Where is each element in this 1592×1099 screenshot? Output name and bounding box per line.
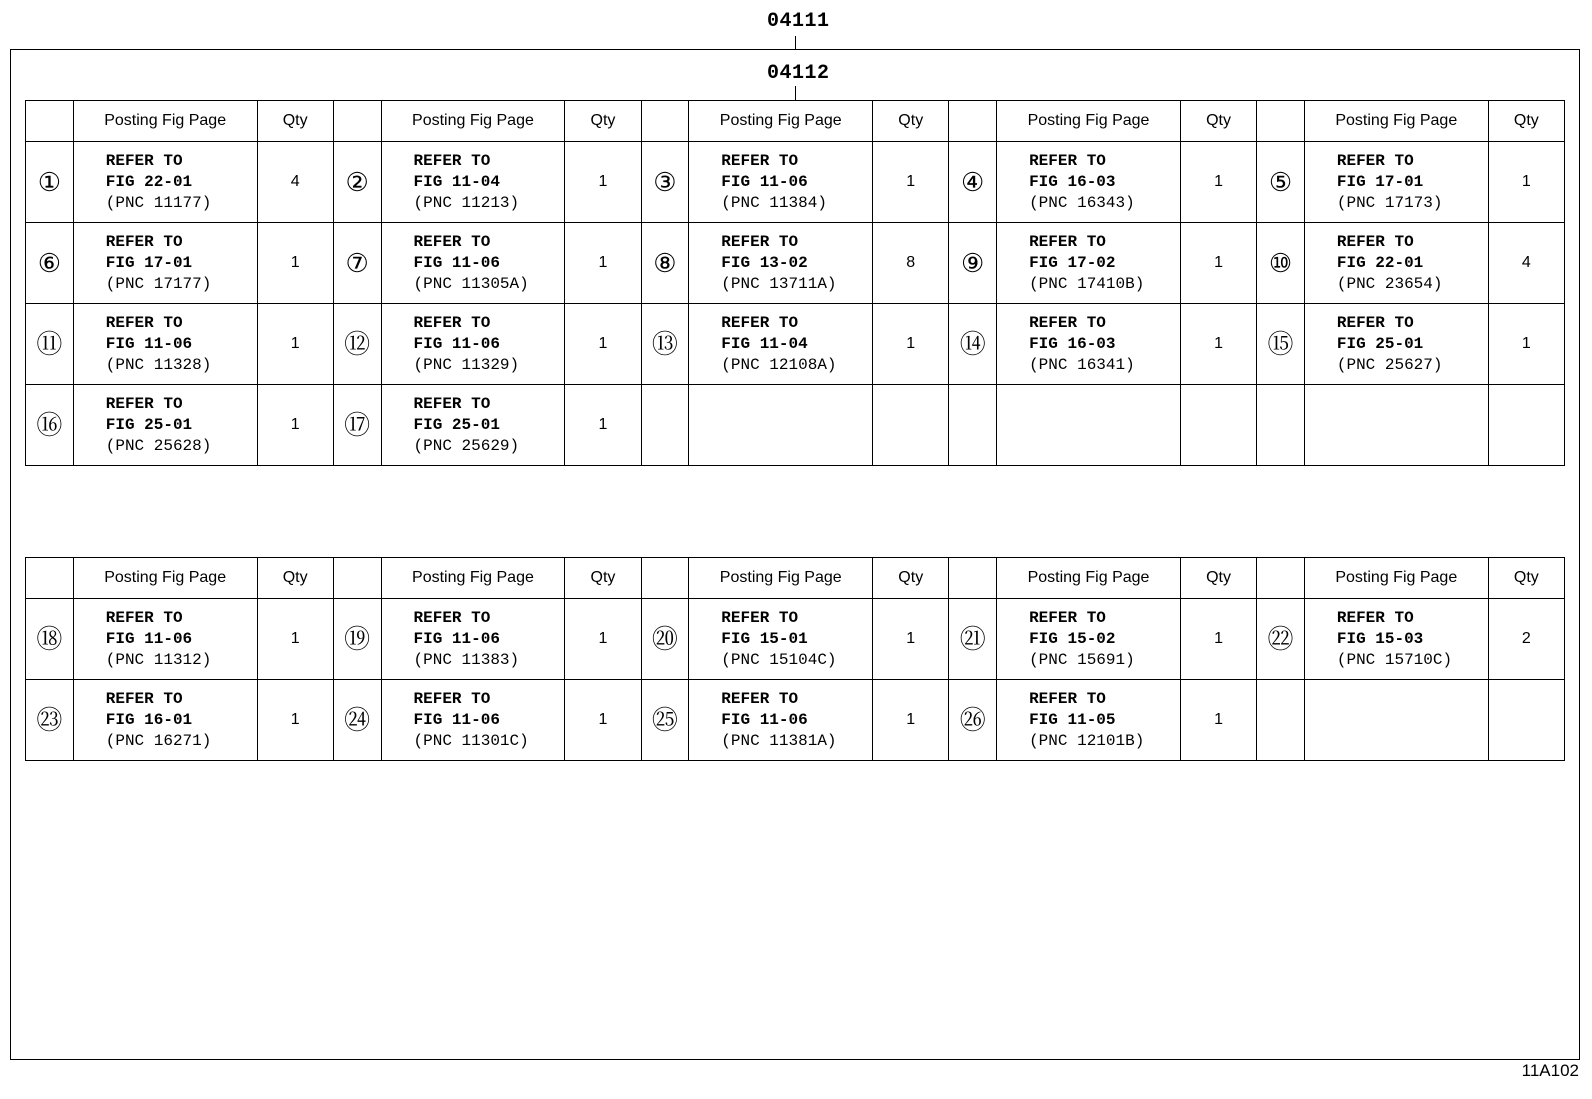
item-number-cell bbox=[641, 680, 689, 761]
qty-cell bbox=[1488, 385, 1564, 466]
header-qty: Qty bbox=[257, 101, 333, 142]
qty-cell: 1 bbox=[1180, 304, 1256, 385]
qty-cell: 1 bbox=[257, 599, 333, 680]
posting-ref-cell bbox=[1304, 304, 1488, 385]
qty-cell: 1 bbox=[873, 599, 949, 680]
qty-cell: 4 bbox=[257, 142, 333, 223]
pnc-reference: (PNC 12101B) bbox=[1029, 731, 1145, 750]
item-number-cell bbox=[949, 223, 997, 304]
posting-ref-cell bbox=[73, 680, 257, 761]
pnc-reference: (PNC 25628) bbox=[105, 436, 212, 455]
assembly-code-outer: 04111 bbox=[767, 10, 830, 33]
posting-ref-cell bbox=[73, 142, 257, 223]
qty-cell: 1 bbox=[1180, 223, 1256, 304]
posting-ref-cell bbox=[1304, 223, 1488, 304]
qty-cell: 1 bbox=[873, 680, 949, 761]
pnc-reference: (PNC 11328) bbox=[105, 355, 212, 374]
fig-reference: FIG 16-03 bbox=[1029, 334, 1116, 353]
item-number-cell bbox=[333, 599, 381, 680]
item-number-badge: ㉕ bbox=[651, 704, 678, 735]
pnc-reference: (PNC 17173) bbox=[1336, 193, 1443, 212]
pnc-reference: (PNC 11213) bbox=[413, 193, 520, 212]
item-number-badge: ⑮ bbox=[1267, 328, 1294, 359]
item-number-badge: ⑥ bbox=[37, 247, 62, 278]
header-qty: Qty bbox=[873, 101, 949, 142]
posting-ref-cell bbox=[73, 304, 257, 385]
posting-ref-cell bbox=[381, 680, 565, 761]
refer-to-text: REFER TO bbox=[105, 608, 183, 627]
refer-to-text: REFER TO bbox=[413, 689, 491, 708]
posting-ref-cell bbox=[689, 385, 873, 466]
posting-ref-cell bbox=[1304, 142, 1488, 223]
item-number-cell bbox=[641, 599, 689, 680]
figure-code: 11A102 bbox=[1521, 1061, 1579, 1080]
qty-cell: 1 bbox=[565, 385, 641, 466]
posting-ref-cell bbox=[73, 223, 257, 304]
pnc-reference: (PNC 17177) bbox=[105, 274, 212, 293]
pnc-reference: (PNC 25629) bbox=[413, 436, 520, 455]
refer-to-text: REFER TO bbox=[105, 689, 183, 708]
refer-to-text: REFER TO bbox=[105, 151, 183, 170]
posting-ref-cell bbox=[997, 385, 1181, 466]
item-number-badge: ⑨ bbox=[961, 247, 985, 278]
pnc-reference: (PNC 15691) bbox=[1029, 650, 1135, 669]
fig-reference: FIG 22-01 bbox=[1336, 253, 1424, 272]
header-posting-fig-page: Posting Fig Page bbox=[1304, 558, 1488, 599]
qty-cell: 1 bbox=[1180, 142, 1256, 223]
qty-cell bbox=[1180, 385, 1256, 466]
fig-reference: FIG 15-02 bbox=[1029, 629, 1116, 648]
fig-reference: FIG 16-03 bbox=[1029, 172, 1116, 191]
fig-reference: FIG 11-06 bbox=[413, 710, 500, 729]
item-number-badge: ③ bbox=[653, 166, 677, 197]
refer-to-text: REFER TO bbox=[721, 689, 799, 708]
item-number-badge: ㉔ bbox=[344, 704, 371, 735]
posting-ref-cell bbox=[73, 599, 257, 680]
pnc-reference: (PNC 11301C) bbox=[413, 731, 529, 750]
header-number-cell bbox=[641, 101, 689, 142]
fig-reference: FIG 13-02 bbox=[721, 253, 808, 272]
refer-to-text: REFER TO bbox=[1336, 313, 1414, 332]
item-number-cell bbox=[641, 304, 689, 385]
header-posting-fig-page: Posting Fig Page bbox=[997, 101, 1181, 142]
header-qty: Qty bbox=[1180, 558, 1256, 599]
pnc-reference: (PNC 16343) bbox=[1029, 193, 1135, 212]
qty-cell: 1 bbox=[257, 680, 333, 761]
posting-ref-cell bbox=[1304, 385, 1488, 466]
header-row bbox=[26, 558, 1565, 599]
header-qty: Qty bbox=[257, 558, 333, 599]
fig-reference: FIG 11-06 bbox=[105, 629, 193, 648]
fig-reference: FIG 25-01 bbox=[1336, 334, 1424, 353]
refer-to-text: REFER TO bbox=[413, 608, 491, 627]
header-row bbox=[26, 101, 1565, 142]
item-number-cell bbox=[949, 680, 997, 761]
posting-ref-cell bbox=[997, 223, 1181, 304]
table-row bbox=[26, 304, 1565, 385]
item-number-badge: ㉓ bbox=[36, 704, 63, 735]
item-number-cell bbox=[26, 223, 74, 304]
qty-cell: 1 bbox=[873, 304, 949, 385]
qty-cell bbox=[1488, 680, 1564, 761]
refer-to-text: REFER TO bbox=[1029, 608, 1106, 627]
header-qty: Qty bbox=[1488, 101, 1564, 142]
refer-to-text: REFER TO bbox=[1336, 608, 1414, 627]
header-posting-fig-page: Posting Fig Page bbox=[689, 101, 873, 142]
item-number-cell bbox=[949, 599, 997, 680]
pnc-reference: (PNC 11329) bbox=[413, 355, 520, 374]
qty-cell: 4 bbox=[1488, 223, 1564, 304]
pnc-reference: (PNC 15710C) bbox=[1336, 650, 1453, 669]
fig-reference: FIG 25-01 bbox=[413, 415, 500, 434]
pnc-reference: (PNC 12108A) bbox=[721, 355, 837, 374]
item-number-cell bbox=[26, 599, 74, 680]
pnc-reference: (PNC 11312) bbox=[105, 650, 212, 669]
item-number-cell bbox=[949, 142, 997, 223]
posting-ref-cell bbox=[689, 599, 873, 680]
fig-reference: FIG 11-06 bbox=[721, 172, 808, 191]
item-number-badge: ⑲ bbox=[344, 623, 371, 654]
item-number-cell bbox=[949, 304, 997, 385]
refer-to-text: REFER TO bbox=[413, 313, 491, 332]
refer-to-text: REFER TO bbox=[721, 313, 799, 332]
header-posting-fig-page: Posting Fig Page bbox=[997, 558, 1181, 599]
pnc-reference: (PNC 16341) bbox=[1029, 355, 1135, 374]
header-number-cell bbox=[333, 101, 381, 142]
item-number-cell bbox=[949, 385, 997, 466]
item-number-badge: ㉒ bbox=[1267, 623, 1294, 654]
fig-reference: FIG 11-06 bbox=[413, 629, 500, 648]
pnc-reference: (PNC 11305A) bbox=[413, 274, 529, 293]
item-number-badge: ⑤ bbox=[1268, 166, 1293, 197]
table-row bbox=[26, 385, 1565, 466]
item-number-cell bbox=[1257, 304, 1305, 385]
posting-ref-cell bbox=[997, 304, 1181, 385]
refer-to-text: REFER TO bbox=[1029, 313, 1106, 332]
fig-reference: FIG 25-01 bbox=[105, 415, 193, 434]
item-number-cell bbox=[333, 385, 381, 466]
qty-cell: 8 bbox=[873, 223, 949, 304]
pnc-reference: (PNC 11384) bbox=[721, 193, 827, 212]
header-qty: Qty bbox=[873, 558, 949, 599]
header-number-cell bbox=[26, 558, 74, 599]
item-number-badge: ④ bbox=[961, 166, 985, 197]
header-posting-fig-page: Posting Fig Page bbox=[689, 558, 873, 599]
refer-to-text: REFER TO bbox=[1029, 689, 1106, 708]
header-qty: Qty bbox=[565, 558, 641, 599]
assembly-code-inner: 04112 bbox=[767, 62, 830, 85]
posting-ref-cell bbox=[689, 304, 873, 385]
qty-cell: 1 bbox=[1180, 680, 1256, 761]
item-number-cell bbox=[1257, 223, 1305, 304]
pnc-reference: (PNC 13711A) bbox=[721, 274, 837, 293]
refer-to-text: REFER TO bbox=[413, 394, 491, 413]
fig-reference: FIG 11-04 bbox=[721, 334, 808, 353]
posting-ref-cell bbox=[73, 385, 257, 466]
posting-ref-cell bbox=[997, 599, 1181, 680]
header-posting-fig-page: Posting Fig Page bbox=[1304, 101, 1488, 142]
item-number-cell bbox=[26, 680, 74, 761]
item-number-badge: ⑫ bbox=[344, 328, 371, 359]
fig-reference: FIG 11-06 bbox=[721, 710, 808, 729]
table-row bbox=[26, 680, 1565, 761]
fig-reference: FIG 22-01 bbox=[105, 172, 193, 191]
posting-ref-cell bbox=[381, 142, 565, 223]
item-number-cell bbox=[641, 223, 689, 304]
parts-table-2 bbox=[25, 557, 1565, 761]
table-row bbox=[26, 142, 1565, 223]
fig-reference: FIG 11-06 bbox=[105, 334, 193, 353]
item-number-badge: ① bbox=[37, 166, 62, 197]
item-number-badge: ㉖ bbox=[959, 704, 986, 735]
fig-reference: FIG 17-02 bbox=[1029, 253, 1116, 272]
header-number-cell bbox=[949, 101, 997, 142]
item-number-cell bbox=[26, 142, 74, 223]
refer-to-text: REFER TO bbox=[413, 151, 491, 170]
fig-reference: FIG 11-04 bbox=[413, 172, 500, 191]
header-qty: Qty bbox=[1488, 558, 1564, 599]
header-qty: Qty bbox=[1180, 101, 1256, 142]
posting-ref-cell bbox=[689, 142, 873, 223]
posting-ref-cell bbox=[1304, 680, 1488, 761]
refer-to-text: REFER TO bbox=[721, 151, 799, 170]
item-number-cell bbox=[333, 304, 381, 385]
item-number-badge: ⑰ bbox=[344, 409, 371, 440]
item-number-cell bbox=[26, 304, 74, 385]
item-number-cell bbox=[333, 223, 381, 304]
fig-reference: FIG 11-06 bbox=[413, 334, 500, 353]
posting-ref-cell bbox=[997, 680, 1181, 761]
qty-cell: 1 bbox=[873, 142, 949, 223]
refer-to-text: REFER TO bbox=[1029, 232, 1106, 251]
qty-cell: 1 bbox=[565, 599, 641, 680]
fig-reference: FIG 17-01 bbox=[105, 253, 193, 272]
item-number-badge: ⑧ bbox=[653, 247, 677, 278]
item-number-cell bbox=[1257, 599, 1305, 680]
pnc-reference: (PNC 25627) bbox=[1336, 355, 1443, 374]
pnc-reference: (PNC 23654) bbox=[1336, 274, 1443, 293]
pnc-reference: (PNC 15104C) bbox=[721, 650, 837, 669]
table-row bbox=[26, 599, 1565, 680]
pnc-reference: (PNC 11381A) bbox=[721, 731, 837, 750]
fig-reference: FIG 11-05 bbox=[1029, 710, 1116, 729]
refer-to-text: REFER TO bbox=[721, 608, 799, 627]
qty-cell: 2 bbox=[1488, 599, 1564, 680]
item-number-badge: ② bbox=[345, 166, 369, 197]
item-number-badge: ⑭ bbox=[959, 328, 986, 359]
refer-to-text: REFER TO bbox=[1336, 232, 1414, 251]
fig-reference: FIG 15-03 bbox=[1336, 629, 1424, 648]
parts-table-1 bbox=[25, 100, 1565, 466]
qty-cell: 1 bbox=[257, 385, 333, 466]
pnc-reference: (PNC 11177) bbox=[105, 193, 212, 212]
posting-ref-cell bbox=[997, 142, 1181, 223]
item-number-cell bbox=[333, 142, 381, 223]
item-number-badge: ㉑ bbox=[959, 623, 986, 654]
item-number-cell bbox=[1257, 142, 1305, 223]
qty-cell: 1 bbox=[1180, 599, 1256, 680]
header-number-cell bbox=[26, 101, 74, 142]
fig-reference: FIG 15-01 bbox=[721, 629, 808, 648]
fig-reference: FIG 11-06 bbox=[413, 253, 500, 272]
header-qty: Qty bbox=[565, 101, 641, 142]
refer-to-text: REFER TO bbox=[413, 232, 491, 251]
qty-cell: 1 bbox=[565, 680, 641, 761]
item-number-badge: ⑬ bbox=[651, 328, 678, 359]
header-posting-fig-page: Posting Fig Page bbox=[73, 101, 257, 142]
item-number-badge: ⑦ bbox=[345, 247, 369, 278]
item-number-cell bbox=[1257, 385, 1305, 466]
qty-cell bbox=[873, 385, 949, 466]
item-number-badge: ⑪ bbox=[36, 328, 63, 359]
fig-reference: FIG 16-01 bbox=[105, 710, 193, 729]
pnc-reference: (PNC 16271) bbox=[105, 731, 212, 750]
header-number-cell bbox=[1257, 101, 1305, 142]
header-number-cell bbox=[1257, 558, 1305, 599]
qty-cell: 1 bbox=[1488, 304, 1564, 385]
table-row bbox=[26, 223, 1565, 304]
header-number-cell bbox=[641, 558, 689, 599]
refer-to-text: REFER TO bbox=[105, 313, 183, 332]
refer-to-text: REFER TO bbox=[105, 232, 183, 251]
posting-ref-cell bbox=[381, 599, 565, 680]
leader-line-inner bbox=[795, 86, 796, 100]
posting-ref-cell bbox=[689, 680, 873, 761]
item-number-cell bbox=[26, 385, 74, 466]
item-number-badge: ⑱ bbox=[36, 623, 63, 654]
leader-line-outer bbox=[795, 36, 796, 49]
posting-ref-cell bbox=[381, 304, 565, 385]
item-number-badge: ⑳ bbox=[651, 623, 678, 654]
item-number-badge: ⑯ bbox=[36, 409, 63, 440]
qty-cell: 1 bbox=[565, 304, 641, 385]
item-number-cell bbox=[1257, 680, 1305, 761]
header-posting-fig-page: Posting Fig Page bbox=[381, 101, 565, 142]
pnc-reference: (PNC 11383) bbox=[413, 650, 520, 669]
header-posting-fig-page: Posting Fig Page bbox=[73, 558, 257, 599]
posting-ref-cell bbox=[1304, 599, 1488, 680]
refer-to-text: REFER TO bbox=[105, 394, 183, 413]
posting-ref-cell bbox=[381, 385, 565, 466]
qty-cell: 1 bbox=[565, 142, 641, 223]
item-number-cell bbox=[641, 142, 689, 223]
posting-ref-cell bbox=[689, 223, 873, 304]
pnc-reference: (PNC 17410B) bbox=[1029, 274, 1145, 293]
qty-cell: 1 bbox=[565, 223, 641, 304]
qty-cell: 1 bbox=[1488, 142, 1564, 223]
item-number-cell bbox=[641, 385, 689, 466]
posting-ref-cell bbox=[381, 223, 565, 304]
qty-cell: 1 bbox=[257, 304, 333, 385]
fig-reference: FIG 17-01 bbox=[1336, 172, 1424, 191]
header-number-cell bbox=[949, 558, 997, 599]
item-number-cell bbox=[333, 680, 381, 761]
refer-to-text: REFER TO bbox=[1336, 151, 1414, 170]
header-posting-fig-page: Posting Fig Page bbox=[381, 558, 565, 599]
refer-to-text: REFER TO bbox=[721, 232, 799, 251]
header-number-cell bbox=[333, 558, 381, 599]
item-number-badge: ⑩ bbox=[1268, 247, 1293, 278]
refer-to-text: REFER TO bbox=[1029, 151, 1106, 170]
qty-cell: 1 bbox=[257, 223, 333, 304]
